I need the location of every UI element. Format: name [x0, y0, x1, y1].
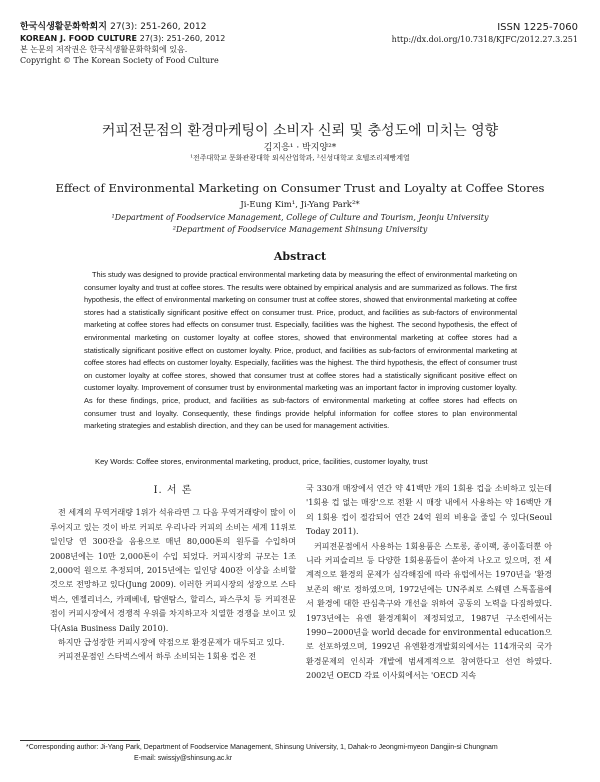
- author-email[interactable]: E-mail: swissjy@shinsung.ac.kr: [134, 755, 233, 762]
- keywords-label: Key Words:: [95, 457, 135, 466]
- copyright-notice-en: Copyright © The Korean Society of Food Culture: [20, 56, 219, 65]
- body-paragraph: 국 330개 매장에서 연간 약 41백만 개의 1회용 컵을 소비하고 있는데 '1회용 컵 없는 매장'으로 전환 시 매장 내에서 사용하는 약 16백만 개의 1회용 컵이 절감되어 연간 24억 원의 비용을 줄일 수 있다(Seoul Today 2011).: [306, 484, 552, 537]
- left-column: [50, 478, 296, 665]
- affiliation-1: ¹Department of Foodservice Management, College of Culture and Tourism, Jeonju University: [111, 213, 489, 222]
- keywords: [95, 457, 515, 466]
- journal-volume-kr: 27(3): 251-260, 2012: [110, 22, 207, 32]
- affiliation-2: ²Department of Foodservice Management Shinsung University: [172, 225, 428, 234]
- title-korean: 커피전문점의 환경마케팅이 소비자 신뢰 및 충성도에 미치는 영향: [101, 123, 499, 139]
- abstract-text: This study was designed to provide practical environmental marketing data by measuring the effect of environmental marketing on consumer loyalty and trust at coffee stores. The results were obtained by empirical analysis and are summarized as follows. The first hypothesis, the effect of environmental marketing on consumer trust at coffee stores, showed that environmental marketing at coffee stores had a statistically significant positive effect on consumer trust. Price, product, and facilities as sub-factors of environmental marketing at coffee stores had effects on consumer trust. Especially, facilities was the highest. The second hypothesis, the effect of environmental marketing on customer loyalty at coffee stores, showed that environmental marketing at coffee stores had a statistically significant positive effect on customer loyalty. Price, product, and facilities as sub-factors of environmental marketing at coffee stores had effects on customer loyalty. Especially, facilities was the highest. The third hypothesis, the effect of consumer trust on customer loyalty at coffee stores, showed that consumer trust at coffee stores had a statistically significant positive effect on customer loyalty. Improvement of consumer trust by environmental marketing was an important factor in improving customer loyalty. As for these findings, price, product, and facilities as sub-factors of environmental marketing at coffee stores had effects on consumer trust and loyalty. Consequently, these findings provide helpful information for coffee stores to plan environmental marketing strategies and establish direction, and they can be used for management activities.: [84, 270, 517, 431]
- abstract-body: [84, 269, 517, 433]
- issn-block: [392, 22, 578, 46]
- title-english: Effect of Environmental Marketing on Consumer Trust and Loyalty at Coffee Stores: [55, 181, 545, 195]
- body-paragraph: 커피전문점인 스타벅스에서 하루 소비되는 1회용 컵은 전: [58, 652, 257, 662]
- footnote: [26, 742, 498, 764]
- affiliations-english: [0, 212, 600, 236]
- issn: ISSN 1225-7060: [497, 22, 578, 33]
- right-column: [306, 482, 552, 684]
- body-paragraph: 하지만 급성장한 커피시장에 약점으로 환경문제가 대두되고 있다.: [58, 638, 285, 648]
- abstract-heading: Abstract: [273, 250, 327, 263]
- doi-link[interactable]: http://dx.doi.org/10.7318/KJFC/2012.27.3.251: [391, 35, 578, 44]
- keywords-list: Coffee stores, environmental marketing, product, price, facilities, customer loyalty, trust: [136, 457, 428, 466]
- journal-header: [20, 22, 225, 66]
- affiliations-korean: ¹전주대학교 문화관광대학 외식산업학과, ²신성대학교 호텔조리제빵계열: [190, 154, 410, 162]
- journal-name-kr: 한국식생활문화학회지: [20, 22, 107, 32]
- authors-english: Ji-Eung Kim¹, Ji-Yang Park²*: [240, 200, 360, 210]
- journal-volume-en: 27(3): 251-260, 2012: [139, 34, 226, 43]
- section-heading-introduction: Ⅰ. 서 론: [153, 485, 193, 496]
- body-paragraph: 커피전문점에서 사용하는 1회용품은 스토롱, 종이팩, 종이홀더뿐 아니라 커피슬리브 등 다양한 1회용품들이 쏟아져 나오고 있으며, 전 세계적으로 환경의 문제가 심각해짐에 따라 유럽에서는 1970년을 '환경보존의 해'로 정하였으며, 1972년에는 UN주최로 스웨덴 스톡홀름에서 환경에 대한 관심촉구와 개선을 위하여 공동의 노력을 다짐하였다. 1973년에는 유엔 환경계획이 제정되었고, 1987년 구소련에서는 1990~2000년을 world decade for environmental education으로 선포하였으며, 1992년 유엔환경개발회의에서는 114개국의 국가 환경문제의 인식과 개발에 범세계적으로 참여한다고 선언 하였다. 2002년 OECD 각료 이사회에서는 'OECD 지속: [306, 541, 552, 681]
- authors-korean: 김지응¹ · 박지양²*: [263, 143, 337, 153]
- footnote-divider: [20, 740, 140, 741]
- corresponding-author: *Corresponding author: Ji-Yang Park, Department of Foodservice Management, Shinsung University, 1, Dahak-ro Jeongmi-myeon Dangjin-si Chungnam: [26, 744, 498, 751]
- copyright-notice-kr: 본 논문의 저작권은 한국식생활문화학회에 있음.: [20, 45, 188, 54]
- journal-name-en: KOREAN J. FOOD CULTURE: [20, 34, 137, 43]
- body-paragraph: 전 세계의 무역거래량 1위가 석유라면 그 다음 무역거래량이 많이 이루어지고 있는 것이 바로 커피로 우리나라 커피의 소비는 세계 11위로 일인당 연 300잔을 음용으로 매년 80,000톤의 원두를 수입하며 2008년에는 10만 2,000톤이 수입 되었다. 커피시장의 규모는 1조 2,000억 원으로 추정되며, 2015년에는 일인당 400잔 이상을 소비할 것으로 전망하고 있다(Jung 2009). 이러한 커피시장의 성장으로 스타벅스, 엔젤리너스, 카페베네, 탐앤탐스, 할리스, 파스쿠치 등 커피전문점이 커피시장에서 경쟁적 우위를 차지하고자 치열한 경쟁을 보이고 있다(Asia Business Daily 2010).: [50, 508, 296, 633]
